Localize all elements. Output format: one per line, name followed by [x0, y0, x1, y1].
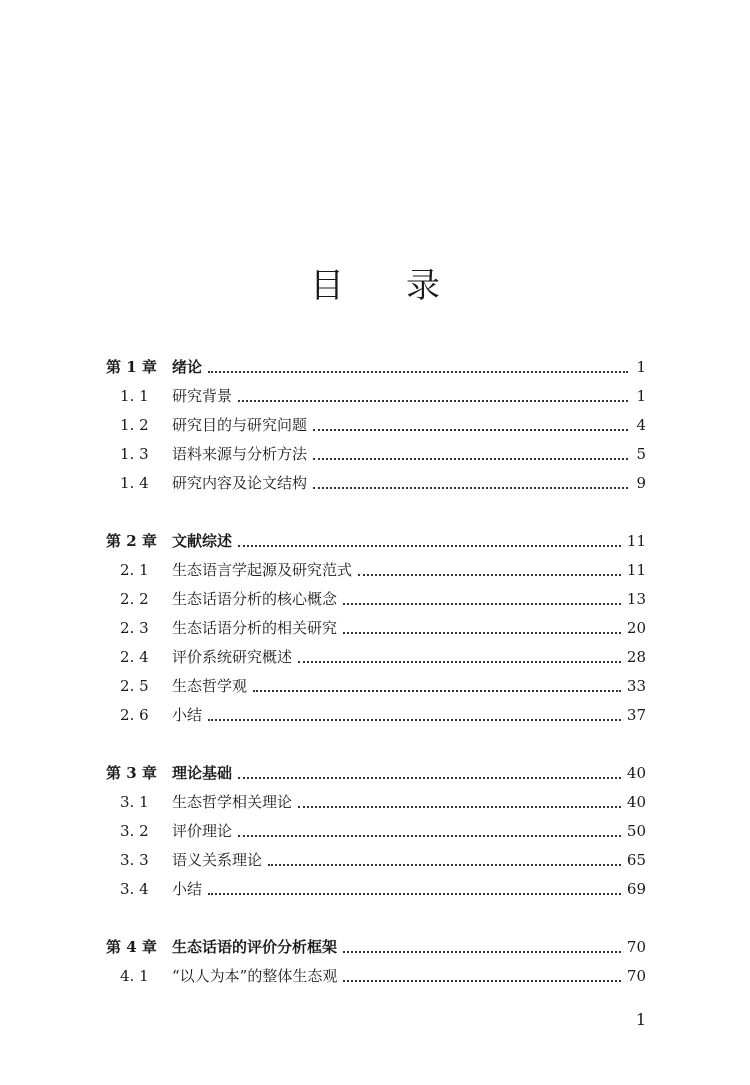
section-title: 研究背景	[172, 387, 233, 405]
chapter-number: 第 3 章	[106, 764, 157, 782]
chapter-number: 第 4 章	[106, 938, 157, 956]
section-number: 1. 4	[120, 474, 149, 492]
page-number: 37	[626, 706, 646, 724]
section-title: 生态哲学观	[172, 677, 248, 695]
page-number: 50	[626, 822, 646, 840]
section-title: 生态语言学起源及研究范式	[172, 561, 353, 579]
toc-section-1-1[interactable]	[106, 384, 646, 408]
section-number: 1. 2	[120, 416, 149, 434]
section-number: 4. 1	[120, 967, 149, 985]
toc-chapter-3[interactable]	[106, 761, 646, 785]
dot-leader	[313, 458, 628, 460]
section-number: 1. 3	[120, 445, 149, 463]
page-number: 13	[626, 590, 646, 608]
dot-leader	[208, 893, 621, 895]
chapter-title: 文献综述	[172, 532, 233, 550]
toc-section-1-3[interactable]	[106, 442, 646, 466]
dot-leader	[343, 951, 621, 953]
page-number: 1	[636, 358, 646, 376]
page-title: 目录	[310, 266, 502, 306]
toc-chapter-2[interactable]	[106, 529, 646, 553]
section-title: 小结	[172, 880, 203, 898]
dot-leader	[298, 661, 621, 663]
toc-section-3-2[interactable]	[106, 819, 646, 843]
section-title: 评价系统研究概述	[172, 648, 293, 666]
toc-section-3-4[interactable]	[106, 877, 646, 901]
section-number: 3. 4	[120, 880, 149, 898]
toc-section-1-2[interactable]	[106, 413, 646, 437]
dot-leader	[343, 980, 621, 982]
toc-section-3-3[interactable]	[106, 848, 646, 872]
toc-section-4-1[interactable]	[106, 964, 646, 988]
section-number: 2. 6	[120, 706, 149, 724]
section-title: 小结	[172, 706, 203, 724]
toc-section-3-1[interactable]	[106, 790, 646, 814]
dot-leader	[253, 690, 621, 692]
dot-leader	[268, 864, 621, 866]
folio-page-number: 1	[635, 1010, 646, 1029]
page-number: 9	[636, 474, 646, 492]
page-number: 11	[626, 532, 646, 550]
page-number: 4	[636, 416, 646, 434]
toc-chapter-4[interactable]	[106, 935, 646, 959]
section-title: 语料来源与分析方法	[172, 445, 308, 463]
chapter-number: 第 1 章	[106, 358, 157, 376]
dot-leader	[313, 487, 628, 489]
page-number: 11	[626, 561, 646, 579]
section-number: 3. 1	[120, 793, 149, 811]
toc-section-1-4[interactable]	[106, 471, 646, 495]
chapter-number: 第 2 章	[106, 532, 157, 550]
section-number: 2. 3	[120, 619, 149, 637]
dot-leader	[208, 719, 621, 721]
section-number: 2. 2	[120, 590, 149, 608]
dot-leader	[343, 603, 621, 605]
section-title: 生态哲学相关理论	[172, 793, 293, 811]
section-number: 3. 3	[120, 851, 149, 869]
toc-section-2-1[interactable]	[106, 558, 646, 582]
dot-leader	[238, 777, 621, 779]
section-title: “以人为本”的整体生态观	[172, 967, 338, 985]
page-number: 20	[626, 619, 646, 637]
chapter-title: 理论基础	[172, 764, 233, 782]
dot-leader	[238, 835, 621, 837]
toc-section-2-2[interactable]	[106, 587, 646, 611]
page-number: 40	[626, 793, 646, 811]
toc-section-2-5[interactable]	[106, 674, 646, 698]
section-title: 生态话语分析的核心概念	[172, 590, 338, 608]
toc-chapter-1[interactable]	[106, 355, 646, 379]
page-number: 70	[626, 967, 646, 985]
page-number: 70	[626, 938, 646, 956]
toc-section-2-3[interactable]	[106, 616, 646, 640]
section-number: 2. 5	[120, 677, 149, 695]
section-number: 1. 1	[120, 387, 149, 405]
section-number: 3. 2	[120, 822, 149, 840]
section-title: 生态话语分析的相关研究	[172, 619, 338, 637]
dot-leader	[238, 400, 628, 402]
toc-section-2-6[interactable]	[106, 703, 646, 727]
section-number: 2. 4	[120, 648, 149, 666]
dot-leader	[358, 574, 621, 576]
section-title: 研究目的与研究问题	[172, 416, 308, 434]
dot-leader	[343, 632, 621, 634]
dot-leader	[238, 545, 621, 547]
page-number: 5	[636, 445, 646, 463]
dot-leader	[208, 371, 628, 373]
chapter-title: 生态话语的评价分析框架	[172, 938, 338, 956]
chapter-title: 绪论	[172, 358, 203, 376]
section-title: 评价理论	[172, 822, 233, 840]
section-title: 研究内容及论文结构	[172, 474, 308, 492]
page-number: 28	[626, 648, 646, 666]
page-number: 69	[626, 880, 646, 898]
page-number: 33	[626, 677, 646, 695]
dot-leader	[313, 429, 628, 431]
section-number: 2. 1	[120, 561, 149, 579]
dot-leader	[298, 806, 621, 808]
page-number: 1	[636, 387, 646, 405]
section-title: 语义关系理论	[172, 851, 263, 869]
toc-section-2-4[interactable]	[106, 645, 646, 669]
page-number: 40	[626, 764, 646, 782]
page-number: 65	[626, 851, 646, 869]
